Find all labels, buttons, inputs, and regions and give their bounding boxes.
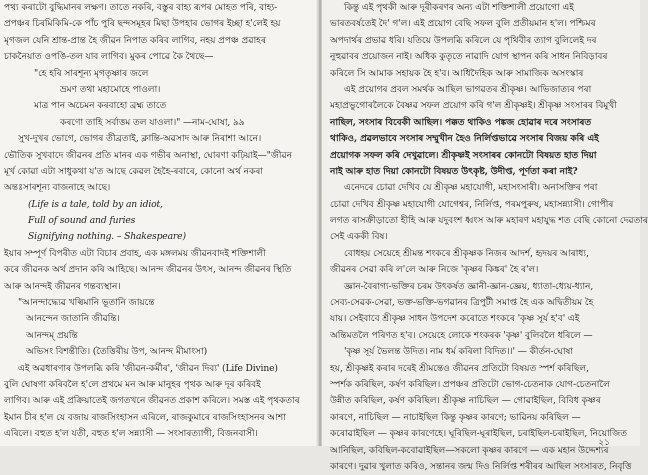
text-line: আৰু আনন্দই জীৱনৰ গন্তব্যস্থান। [4, 280, 121, 292]
verse-line: ভ্ৰমণ তথা মহামোহে পাওলা। [60, 83, 161, 95]
right-page-text [322, 0, 648, 472]
text-line: অন্তিমতলৈ পৰিণত হ'ব। সেয়েহে লোকে শংকৰক 'কৃষ্ণ' বুলিবলৈ ধৰিলে — [330, 329, 593, 341]
text-line: নাছিল, সংসাৰ বিবেকী আছিল। পক্কত থাকিও পঙ্কজ হোৱাৰ দৰে সংসাৰত [330, 116, 592, 128]
text-line: যায়। সেইবাবে শ্ৰীকৃষ্ণ সাধন উপদেশ কৰোতে শংকৰে 'কৃষ্ণ সূৰ্য হ'ব' এই [330, 313, 580, 325]
sanskrit-line: অভিসং বিশন্তীতি। (তৈত্তিৰীয় উপ, আনন্দ মীমাংসা) [26, 346, 208, 358]
text-line: চোৱা দেখিব শ্ৰীকৃষ্ণ মহাযোগী যোগেশ্বৰ, নিৰ্লিপ্ত, পৰমপুৰুষ, মহাসন্ন্যাসী। গোপীৰ [330, 198, 614, 210]
text-line: চাকনৈয়াত ওপঙি-তল যাব লাগিব। মুকৰ পোৱে কৈ থৈছে— [4, 51, 214, 63]
verse-line: মাত্ৰ পান অচেমন কৰবাহো ব্ৰহ্ম তাতে [34, 100, 167, 112]
text-line: কাৰণে, নাচিছিল — নাচাইছিল কিন্তু কৃষ্ণৰ কাৰণে; ভাৱিনয় কৰিছিল — [330, 411, 581, 423]
text-line: জ্ঞান-বৈৰাগ্য-ভক্তিৰ চৰম উৎকৰ্ষত জ্ঞানী-জ্ঞান-জ্ঞেয়, ধ্যাতা-ধ্যেয়-ধ্যান, [344, 280, 594, 292]
text-line: প্ৰয়োগক সফল কৰি দেখুৱালে। শ্ৰীকৃষ্ণই সংসাৰৰ কোনটো বিষয়ত হাত দিয়া [330, 149, 597, 161]
english-quote-line: Signifying nothing. – Shakespeare) [28, 231, 186, 243]
text-line: স্পৰ্শক কৰিছিল, কৰ্ষণ কৰিছিল। প্ৰপঞ্চৰ প্ৰতিটো ভোগ-চেতনাক যোগ-চেতনালৈ [330, 378, 610, 390]
text-line: লগত ৰাসক্ৰীড়াতো হীহি আৰু যদুবংশ ধ্বংস আৰু মহাৰণ মহাযুদ্ধ শত বেছি কোনো দেৱতাৰ [330, 215, 648, 227]
verse-line: কৰণো তাহি সৰ্বাত্তম তল যাওলা।" —নাম-ঘোষা, ৯৯ [60, 116, 245, 128]
text-line: কৰিলে সি আমাক সহায়ক হৈ হ'ব। আধিদৈহিক আৰু সামাজিক অসংস্কাৰ [330, 67, 584, 79]
text-line: কৰে জীৱনক অৰ্থ প্ৰদান কৰি আহিছে। আনন্দ জীৱনৰ উৎস, আনন্দ জীৱনৰ স্থিতি [4, 264, 292, 276]
text-line: নাই আৰু হাত দিয়া কোনটো বিষয়ত উৎকৃষ্ট, উদীপ্ত, পূৰ্ণতা কৰা নাই? [330, 165, 578, 177]
left-page-text [0, 0, 318, 446]
verse-line: "হে হৰি সাৰশূন্য মৃগতৃষ্ণাৰ জলে [34, 67, 149, 79]
sanskrit-line: আনন্দেন জাতানি জীৱন্তি। [26, 313, 120, 325]
sanskrit-line: "আনন্দাদ্ধ্যেৱ খল্বিমানি ভূতানি জায়ন্তে [18, 297, 155, 309]
text-line: ভাৰতবৰ্ষতেই দৈ' গ'ল। এই প্ৰয়োগ বেছি সফল বুলি প্ৰতীয়মান হ'ল। পশ্চিমৰ [330, 18, 596, 30]
text-line: কিন্তু এই পৃথকী আৰু দূৰীকৰণৰ অন্য এটা শক্তিশালী প্ৰয়োগো এই [344, 2, 574, 13]
text-line: জীৱনৰ সেৱা কৰি ল'লে আৰু নিজে 'কৃষ্ণৰ কিঙ্কৰ' হৈ ৰ'ল। [330, 264, 539, 276]
text-line: সেই এককী বিষ। [330, 231, 388, 243]
text-line: সেব্য-সেৱক-সেৱা, ভক্ত-ভক্তি-ভগৱানৰ ত্ৰিপুটী সমাপ্ত হৈ এক অদ্বিতীয়ম হৈ [330, 297, 594, 309]
sanskrit-line: আনন্দম্ প্ৰয়ন্তি [26, 329, 78, 341]
text-line: কাৰণে। দুৱাৰ খুলাত কৰিও, সন্তানৰ জন্ম দিও নিৰ্লিপ্ত শৰীৰৰ আছিল সংসাৰত, নিবৃত্তি [330, 460, 632, 472]
english-quote-line: (Life is a tale, told by an idiot, [28, 198, 163, 210]
text-line: থাকিও, প্ৰৱলভাবে সংসাৰ সম্মুখীন হৈও নিৰ্লিপ্তভাৱে সংসাৰ বিজয় কৰি এই [330, 133, 599, 145]
text-line: পথ্য কৰাটো বুদ্ধিমানৰ লক্ষণ। তাতে নকৰি, বস্তুৰ বাহ্য ৰূপৰ মোহত পৰি, বাহ্য- [4, 2, 278, 13]
text-line: মূৰ্খ কোৱা এটা সাধুকথা য'ত আছে কেৱল হৈহৈ-ৰবাৰে, কোনো অৰ্থ নকৰা [4, 165, 263, 177]
text-line: ইমান চীৰ হ'ল যে বজায় ৰাজসিংহাসন এৰিলে, ৰাজকুমাৰে ৰাজসিংহাসনৰ আশা [4, 411, 286, 423]
text-line: এৰিলে। বহুত হ'ল যতী, বহুত হ'ল সন্ন্যাসী — সংসাৰত্যাগী, বিজনবাসী। [4, 428, 258, 440]
text-line: মৃগজল যেনি শ্ৰান্ত-প্ৰান্ত হৈ জীৱন নিপাত কৰিব লাগিব, নহয় প্ৰপঞ্চ প্ৰৱাহৰ [4, 34, 266, 46]
text-line: ইয়াৰ সম্পূৰ্ণ বিপৰীত এটা বিচাৰ প্ৰবাহ, এক মঙ্গলময় জীৱনবাদই শক্তিশালী [4, 247, 266, 259]
right-page [322, 0, 648, 472]
text-line: এই অৱধাৰণাৰ উপলব্ধি কৰি 'জীৱন-কৰ্মীৰ', 'জীৱন দিব্য' (Life Divine) [18, 362, 278, 374]
english-quote-line: Full of sound and furies [28, 215, 136, 227]
text-line: প্ৰপঞ্চৰ চিৰমিকিমি-কে পাঁচ পুৰি ছন্দসমূহৰ মিছা উপহাৰ ভোগৰ ইচ্ছা হ'লেই হয় [4, 18, 281, 30]
quote-line: 'কৃষ্ণ সূৰ্য ভৈলন্ত উদিত। নাম ধৰ্ম কৰিলা বিদিত।।' — কীৰ্তন-ঘোষা [344, 346, 573, 358]
text-line: বোধহয় সেয়েহে শ্ৰীমন্ত শংকৰে শ্ৰীকৃষ্ণক নিজৰ আদৰ্শ, হৃদয়ৰ আৰাধ্য, [344, 247, 589, 259]
text-line: হয়, শ্ৰীকৃষ্ণই কৰাৰ দৰেই শ্ৰীমন্তেও জীৱনৰ প্ৰতিটো বিষয়ত স্পৰ্শ কৰিছিল, [330, 362, 589, 374]
text-line: অন্তঃসাৰশূন্য বাজনাহে আছে। [4, 182, 111, 194]
text-line: নুহুৱাবৰ প্ৰয়োজন নাই। অধিক কুতৃতে নাৱাদি যোগ স্থাপন কৰি সাধন নিবিড়াবৰ [330, 51, 608, 63]
text-line: মহাপ্ৰভুগোৰলৈকে বৈষ্ণৱ সফল প্ৰয়োগ কৰি গ'ল শ্ৰীকৃষ্ণই। শ্ৰীকৃষ্ণ সংসাৰৰ বিমুখী [330, 100, 617, 112]
text-line: কৰোৱাইছিল — কৃষ্ণৰ কাৰণেহে। ঘূৰিছিল-ঘূৰাইছিল, চৰাইছিল-চৰাইছিল, নিয়োজিত [330, 428, 627, 440]
page-number: ২১ [598, 438, 610, 448]
left-page [0, 0, 318, 446]
text-line: সুখ-দুখৰ ভোগে, ভোগৰ তীব্ৰতাই, ক্লান্তি-অৱসাদ আৰু নিৰাশা আনে। [18, 133, 262, 145]
text-line: এনেদৰে চোৱা দেখিব যে শ্ৰীকৃষ্ণ মহাযোগী, মহাসংসাৰী। অনাসক্তিৰ পৰা [344, 182, 598, 194]
text-line: উন্নীত কৰিছিল, কৰ্ষণ কৰিছিল। শ্ৰীকৃষ্ণ নাচিছিল — গোৱাইছিল, বিবিধ কৃষ্ণৰ [330, 395, 601, 407]
text-line: আনিছিল, কবিছিল-কবোৱাইছিল—সকলো কৃষ্ণৰ কাৰণে — এক মহান উদ্দেশ্যৰ [330, 444, 609, 456]
text-line: বুলি ঘোষণা কৰিবলৈ হ'লে প্ৰথমে মন আৰু মানুহৰ পৃথক আৰু দূৰ কৰিবই [4, 378, 261, 390]
text-line: এই প্ৰয়োগৰ প্ৰবল সমৰ্থক আছিল ভাগৱতৰ শ্ৰীকৃষ্ণ। আভিজাত্যৰ পৰা [344, 83, 592, 95]
text-line: ভৌতিক সুখবাদে জীৱনৰ প্ৰতি মানৰ এক গভীৰ অনাস্থা, ঘোৰণা কঢ়িয়াই—"জীৱন [4, 149, 292, 161]
text-line: লাগিব। আৰু এই প্ৰক্ৰিয়াতেই জগতখনে জীৱনত প্ৰকাশ কৰিলে। সমস্ত এই পৃথকতাৰ [4, 395, 300, 407]
text-line: অপদাৰ্থৰ প্ৰভাৱ ধৰি। যতিয়ে উপলব্ধি কৰিলে যে পৃথিবীৰ ত্যাগ বুলিলেই দৰ [330, 34, 597, 46]
